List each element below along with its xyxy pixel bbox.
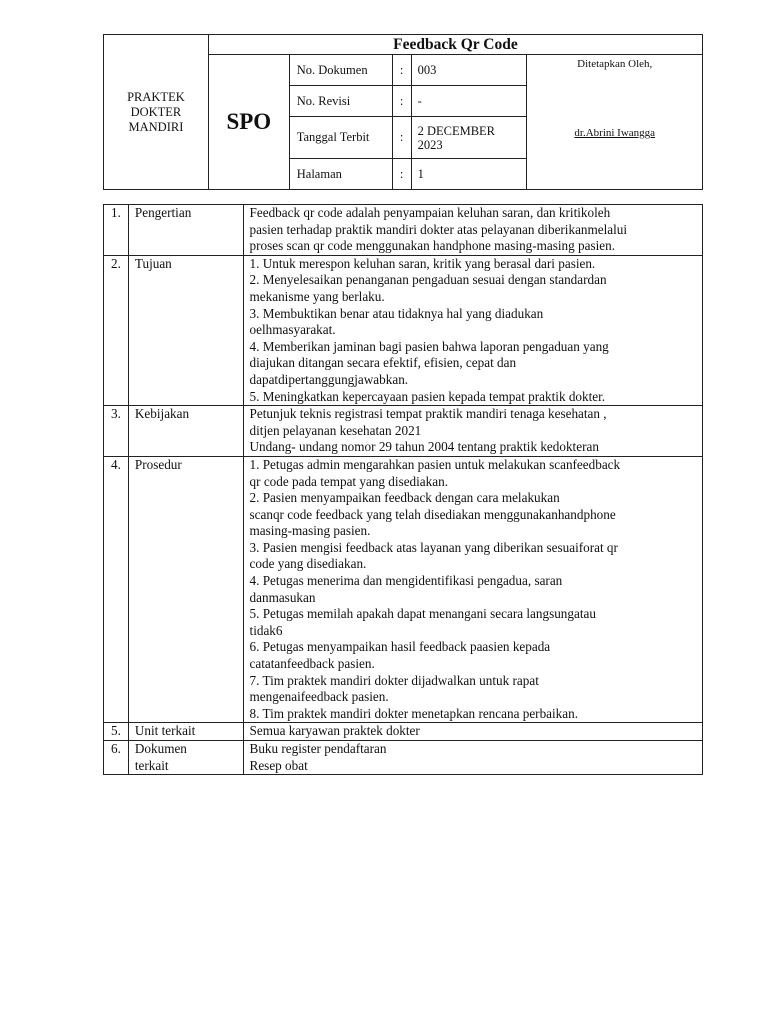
organization-line: PRAKTEK (127, 89, 185, 104)
content-line: Petunjuk teknis registrasi tempat praktik mandiri tenaga kesehatan , (249, 406, 607, 422)
content-line: masing-masing pasien. (249, 523, 371, 539)
meta-colon: : (392, 159, 411, 190)
content-line: pasien terhadap praktik mandiri dokter atas pelayanan diberikanmelalui (249, 221, 628, 237)
section-content (243, 723, 702, 741)
section-number: 2. (104, 255, 129, 405)
content-line: 3. Membuktikan benar atau tidaknya hal yang diadukan (249, 305, 544, 321)
meta-value-page: 1 (411, 159, 527, 190)
approval-signer: dr.Abrini Iwangga (574, 127, 656, 139)
content-line: tidak6 (249, 622, 283, 638)
section-title-line: Tujuan (134, 255, 172, 271)
meta-value-document-number: 003 (411, 55, 527, 86)
section-content (243, 205, 702, 256)
document-title: Feedback Qr Code (208, 35, 702, 55)
section-row (104, 255, 703, 405)
section-row (104, 205, 703, 256)
meta-label-issue-date: Tanggal Terbit (289, 117, 392, 159)
section-title (128, 741, 243, 775)
content-line: ditjen pelayanan kesehatan 2021 (249, 422, 422, 438)
section-number: 6. (104, 741, 129, 775)
content-line: 5. Meningkatkan kepercayaan pasien kepada tempat praktik dokter. (249, 388, 606, 404)
content-line: 2. Pasien menyampaikan feedback dengan cara melakukan (249, 490, 560, 506)
section-title-line: Prosedur (134, 456, 182, 472)
section-row (104, 723, 703, 741)
content-line: 1. Untuk merespon keluhan saran, kritik yang berasal dari pasien. (249, 255, 596, 271)
content-line: catatanfeedback pasien. (249, 656, 375, 672)
content-line: code yang disediakan. (249, 556, 367, 572)
approval-block (527, 55, 703, 190)
section-row (104, 406, 703, 457)
approval-label: Ditetapkan Oleh, (577, 58, 653, 70)
meta-label-page: Halaman (289, 159, 392, 190)
section-title (128, 406, 243, 457)
meta-colon: : (392, 86, 411, 117)
content-line: 1. Petugas admin mengarahkan pasien untuk melakukan scanfeedback (249, 456, 621, 472)
section-title (128, 456, 243, 723)
organization-name (104, 35, 209, 190)
meta-value-revision: - (411, 86, 527, 117)
issue-date-line: 2 DECEMBER (417, 123, 495, 138)
content-line: Resep obat (249, 757, 308, 773)
document-header-table (103, 34, 703, 190)
section-title (128, 205, 243, 256)
content-line: proses scan qr code menggunakan handphone masing-masing pasien. (249, 238, 616, 254)
content-line: 4. Petugas menerima dan mengidentifikasi pengadua, saran (249, 573, 563, 589)
section-title-line: Kebijakan (134, 406, 190, 422)
content-line: Buku register pendaftaran (249, 741, 387, 756)
content-line: mekanisme yang berlaku. (249, 288, 385, 304)
content-line: diajukan ditangan secara efektif, efisien, cepat dan (249, 355, 517, 371)
section-row (104, 456, 703, 723)
section-content (243, 741, 702, 775)
content-line: Feedback qr code adalah penyampaian keluhan saran, dan kritikoleh (249, 205, 611, 220)
content-line: Undang- undang nomor 29 tahun 2004 tentang praktik kedokteran (249, 439, 599, 455)
section-number: 3. (104, 406, 129, 457)
content-line: oelhmasyarakat. (249, 322, 336, 338)
procedure-table (103, 204, 703, 775)
content-line: mengenaifeedback pasien. (249, 689, 389, 705)
section-number: 1. (104, 205, 129, 256)
section-row (104, 741, 703, 775)
section-title (128, 723, 243, 741)
section-title-line: Dokumen (134, 741, 187, 756)
content-line: Semua karyawan praktek dokter (249, 723, 420, 739)
section-content (243, 406, 702, 457)
content-line: 5. Petugas memilah apakah dapat menangani secara langsungatau (249, 606, 596, 622)
section-title-line: terkait (134, 757, 169, 773)
issue-date-line: 2023 (417, 137, 443, 152)
content-line: 4. Memberikan jaminan bagi pasien bahwa laporan pengaduan yang (249, 338, 609, 354)
section-content (243, 456, 702, 723)
meta-label-revision: No. Revisi (289, 86, 392, 117)
section-number: 4. (104, 456, 129, 723)
meta-label-document-number: No. Dokumen (289, 55, 392, 86)
content-line: 7. Tim praktek mandiri dokter dijadwalkan untuk rapat (249, 672, 539, 688)
content-line: 2. Menyelesaikan penanganan pengaduan sesuai dengan standardan (249, 272, 607, 288)
meta-colon: : (392, 55, 411, 86)
section-title-line: Pengertian (134, 205, 192, 220)
section-number: 5. (104, 723, 129, 741)
section-title (128, 255, 243, 405)
organization-line: MANDIRI (128, 119, 184, 134)
content-line: qr code pada tempat yang disediakan. (249, 473, 449, 489)
content-line: 6. Petugas menyampaikan hasil feedback paasien kepada (249, 639, 551, 655)
meta-value-issue-date (411, 117, 527, 159)
content-line: scanqr code feedback yang telah disediakan menggunakanhandphone (249, 506, 616, 522)
content-line: danmasukan (249, 589, 316, 605)
content-line: 3. Pasien mengisi feedback atas layanan yang diberikan sesuaiforat qr (249, 539, 618, 555)
section-content (243, 255, 702, 405)
organization-line: DOKTER (130, 104, 182, 119)
content-line: dapatdipertanggungjawabkan. (249, 371, 409, 387)
meta-colon: : (392, 117, 411, 159)
section-title-line: Unit terkait (134, 723, 196, 739)
spo-label: SPO (208, 55, 289, 190)
content-line: 8. Tim praktek mandiri dokter menetapkan rencana perbaikan. (249, 705, 579, 721)
